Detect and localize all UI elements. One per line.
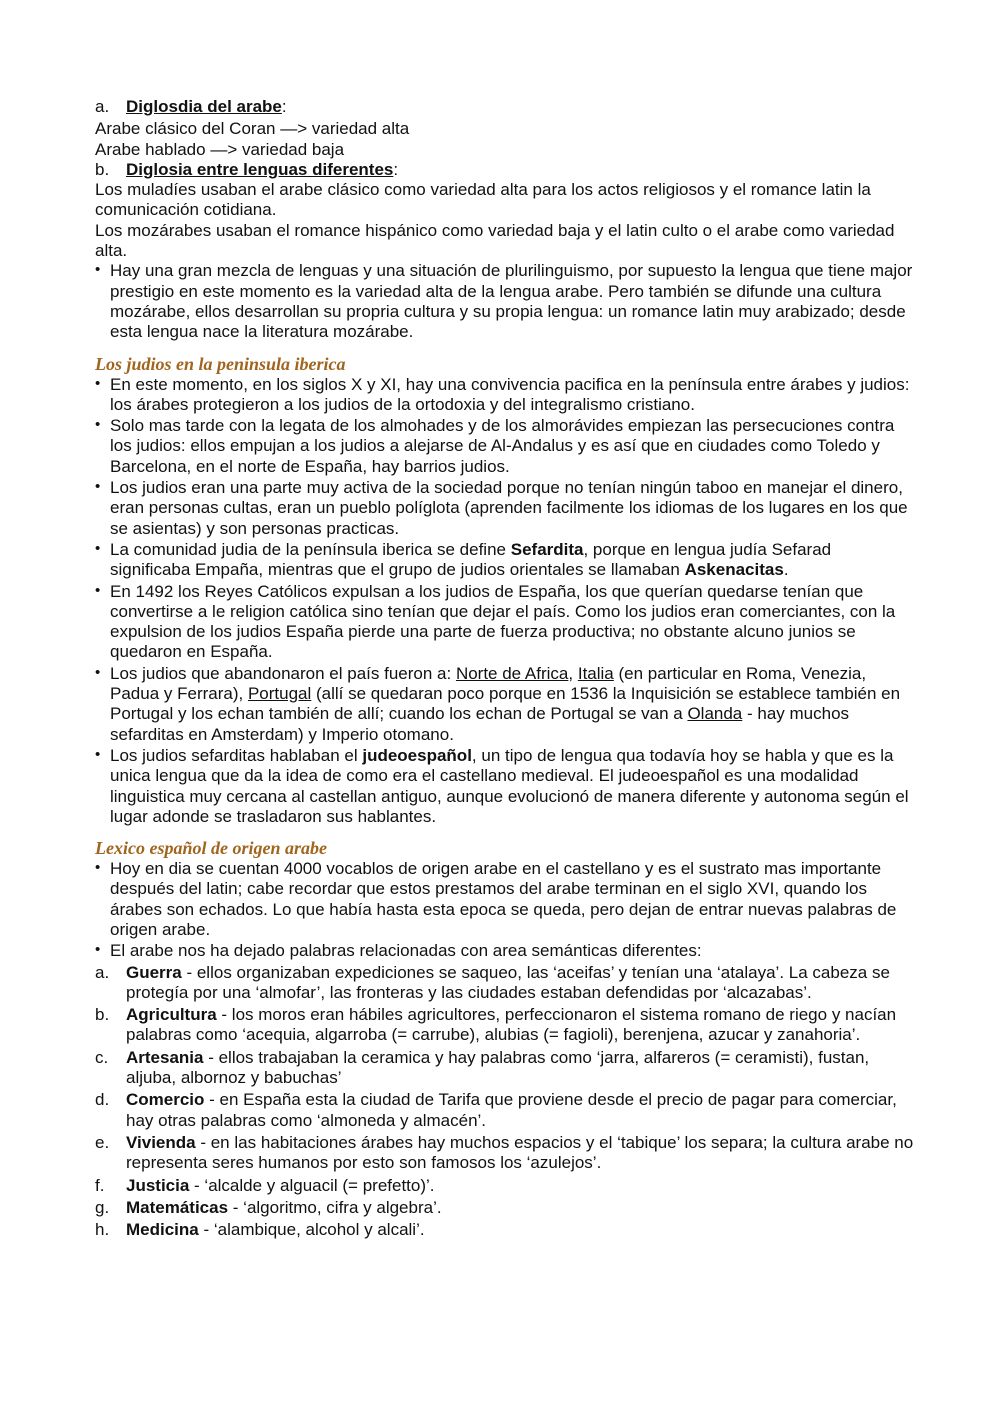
list-marker: b. bbox=[95, 159, 110, 179]
bold-term: Guerra bbox=[126, 962, 182, 982]
bullet-item: • El arabe nos ha dejado palabras relacionadas con area semánticas diferentes: bbox=[95, 941, 702, 961]
paragraph: Los muladíes usaban el arabe clásico como variedad alta para los actos religiosos y el romance latin la comunicación cotidiana. bbox=[95, 180, 871, 220]
bold-term: Comercio bbox=[126, 1090, 205, 1110]
bullet-icon: • bbox=[95, 416, 101, 434]
list-item-g: g. Matemáticas - ‘algoritmo, cifra y algebra’. bbox=[95, 1197, 442, 1217]
bold-term: judeoespañol bbox=[362, 745, 472, 765]
underlined-place: Portugal bbox=[247, 684, 312, 704]
list-item-c: c. Artesania - ellos trabajaban la ceramica y hay palabras como ‘jarra, alfareros (= ceramisti), fustan, aljuba, albornoz y babuchas’ bbox=[95, 1047, 870, 1088]
list-marker: g. bbox=[95, 1197, 110, 1217]
paragraph-line: Arabe clásico del Coran —> variedad alta bbox=[95, 119, 410, 139]
bullet-icon: • bbox=[95, 859, 101, 877]
bold-term: Matemáticas bbox=[126, 1197, 229, 1217]
bullet-icon: • bbox=[95, 374, 101, 392]
subheading-diglosia-arabe: Diglosdia del arabe bbox=[126, 97, 282, 116]
bullet-icon: • bbox=[95, 261, 101, 279]
bold-term: Askenacitas bbox=[684, 560, 784, 580]
bullet-item: • En este momento, en los siglos X y XI, hay una convivencia pacifica en la península entre árabes y judios: los árabes protegieron a los judios de la ortodoxia y del integralismo cristiano. bbox=[95, 374, 910, 414]
bullet-icon: • bbox=[95, 581, 101, 599]
list-marker: c. bbox=[95, 1047, 109, 1067]
bullet-icon: • bbox=[95, 745, 101, 763]
bold-term: Justicia bbox=[126, 1175, 190, 1195]
list-item-e: e. Vivienda - en las habitaciones árabes hay muchos espacios y el ‘tabique’ los separa; la cultura arabe no representa seres humanos por esto son famosos los ‘azulejos’. bbox=[95, 1132, 914, 1173]
underlined-place: Olanda bbox=[687, 704, 743, 724]
paragraph-line: Arabe hablado —> variedad baja bbox=[95, 139, 345, 159]
bold-term: Agricultura bbox=[126, 1005, 217, 1025]
list-marker: b. bbox=[95, 1005, 110, 1025]
bold-term: Artesania bbox=[126, 1047, 204, 1067]
bullet-icon: • bbox=[95, 663, 101, 681]
list-marker: a. bbox=[95, 97, 110, 116]
section-heading: Los judios en la peninsula iberica bbox=[95, 353, 346, 374]
subheading-diglosia-lenguas: Diglosia entre lenguas diferentes bbox=[126, 159, 394, 179]
list-item-b: b. Diglosia entre lenguas diferentes: bbox=[95, 159, 399, 179]
list-item-f: f. Justicia - ‘alcalde y alguacil (= prefetto)’. bbox=[95, 1175, 435, 1195]
bullet-item: • Los judios sefarditas hablaban el judeoespañol, un tipo de lengua qua todavía hoy se habla y que es la unica lengua que da la idea de como era el castellano medieval. El judeoespañol es una modalidad linguistica muy cercana al castellan antiguo, aunque evolucionó de manera diferente y autonoma según el lugar adonde se trasladaron sus hablantes. bbox=[95, 745, 909, 826]
list-item-a: a. Guerra - ellos organizaban expediciones se saqueo, las ‘aceifas’ y tenían una ‘atalaya’. La cabeza se protegía por una ‘almofar’, las fronteras y las ciudades estaban defendidas por ‘alcazabas’. bbox=[95, 962, 890, 1002]
bold-term: Vivienda bbox=[126, 1132, 196, 1152]
bold-term: Medicina bbox=[126, 1220, 199, 1240]
bullet-item: • En 1492 los Reyes Católicos expulsan a los judios de España, los que querían quedarse tenían que convertirse a le religion católica sino tenían que dejar el país. Como los judios eran comerciantes, con la expulsion de los judios España pierde una parte de fuerza productiva; no obstante alcuno junios se quedaron en España. bbox=[95, 581, 896, 662]
bullet-item: • Los judios eran una parte muy activa de la sociedad porque no tenían ningún taboo en manejar el dinero, eran personas cultas, eran un pueblo políglota (aprenden facilmente los idiomas de los lugares en los que se asientas) y son personas practicas. bbox=[95, 478, 908, 538]
list-item-b: b. Agricultura - los moros eran hábiles agricultores, perfeccionaron el sistema romano de riego y nacían palabras como ‘acequia, algarroba (= carrube), alubias (= fagioli), berenjena, azucar y zanahoria’. bbox=[95, 1005, 897, 1045]
bullet-item: • Los judios que abandonaron el país fueron a: Norte de Africa, Italia (en particular en Roma, Venezia, Padua y Ferrara), Portugal (allí se quedaran poco porque en 1536 la Inquisición se establece también en Portugal y los echan también de allí; cuando los echan de Portugal se van a Olanda - hay muchos sefarditas en Amsterdam) y Imperio otomano. bbox=[95, 663, 901, 744]
list-item-a: a. Diglosdia del arabe: bbox=[95, 97, 287, 116]
paragraph: Los mozárabes usaban el romance hispánico como variedad baja y el latin culto o el arabe como variedad alta. bbox=[95, 220, 895, 261]
list-marker: a. bbox=[95, 962, 110, 982]
bullet-icon: • bbox=[95, 539, 101, 557]
bullet-icon: • bbox=[95, 941, 101, 959]
bullet-item: • Hay una gran mezcla de lenguas y una situación de plurilinguismo, por supuesto la lengua que tiene major prestigio en este momento es la variedad alta de la lengua arabe. Pero también se difunde una cultura mozárabe, ellos desarrollan su propria cultura y su propia lengua: un romance latin muy arabizado; desde esta lengua nace la literatura mozárabe. bbox=[95, 261, 913, 342]
list-marker: e. bbox=[95, 1132, 110, 1152]
list-marker: h. bbox=[95, 1220, 110, 1240]
section-heading: Lexico español de origen arabe bbox=[95, 838, 327, 859]
document-page bbox=[95, 97, 915, 1242]
bold-term: Sefardita bbox=[510, 539, 584, 559]
bullet-item: • Solo mas tarde con la legata de los almohades y de los almorávides empiezan las persecuciones contra los judios: ellos empujan a los judios a alejarse de Al-Andalus y es así que en ciudades como Toledo y Barcelona, en el norte de España, hay barrios judios. bbox=[95, 416, 895, 476]
underlined-place: Norte de Africa bbox=[455, 663, 569, 683]
list-item-d: d. Comercio - en España esta la ciudad de Tarifa que proviene desde el precio de pagar para comerciar, hay otras palabras como ‘almoneda y almacén’. bbox=[95, 1090, 897, 1130]
bullet-icon: • bbox=[95, 478, 101, 496]
underlined-place: Italia bbox=[577, 663, 614, 683]
list-item-h: h. Medicina - ‘alambique, alcohol y alcali’. bbox=[95, 1220, 425, 1240]
bullet-item: • Hoy en dia se cuentan 4000 vocablos de origen arabe en el castellano y es el sustrato mas importante después del latin; cabe recordar que estos prestamos del arabe terminan en el siglo XVI, quando los árabes son echados. Lo que había hasta esta epoca se queda, pero dejan de entrar nuevas palabras de origen arabe. bbox=[95, 859, 897, 939]
bullet-item: • La comunidad judia de la península iberica se define Sefardita, porque en lengua judía Sefarad significaba Empaña, mientras que el grupo de judios orientales se llamaban Askenacitas. bbox=[95, 539, 832, 580]
list-marker: f. bbox=[95, 1175, 105, 1195]
list-marker: d. bbox=[95, 1090, 110, 1110]
